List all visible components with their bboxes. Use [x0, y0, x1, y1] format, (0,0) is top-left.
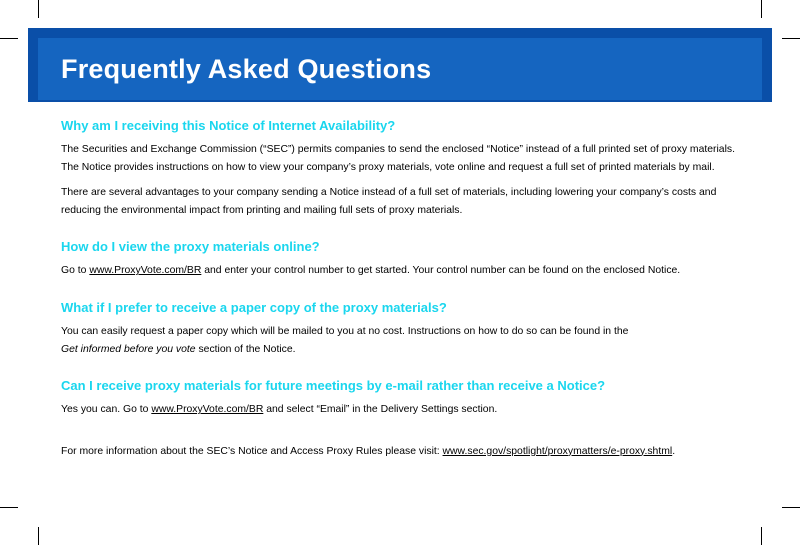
crop-mark-right-bottom	[782, 507, 800, 508]
proxyvote-link-2[interactable]: www.ProxyVote.com/BR	[151, 404, 264, 416]
faq-question-2: How do I view the proxy materials online?	[61, 239, 320, 255]
faq-question-3: What if I prefer to receive a paper copy of the proxy materials?	[61, 299, 447, 315]
sec-eproxy-link[interactable]: www.sec.gov/spotlight/proxymatters/e-proxy.shtml	[442, 445, 673, 457]
crop-mark-right-top	[782, 38, 800, 39]
crop-mark-left-top	[0, 38, 18, 39]
crop-mark-bottom-right	[761, 527, 762, 545]
faq-answer-1-paragraph-2: There are several advantages to your company sending a Notice instead of a full set of materials, including lowering your company’s costs and reducing the environmental impact from printing and mailing full sets of proxy materials.	[61, 187, 717, 216]
faq-content	[61, 118, 741, 460]
faq-question-4: Can I receive proxy materials for future meetings by e-mail rather than receive a Notice?	[61, 378, 606, 394]
faq-answer-3: You can easily request a paper copy which will be mailed to you at no cost. Instructions on how to do so can be found in the Get informed before you vote section of the Notice.	[61, 325, 629, 355]
faq-answer-2: Go to www.ProxyVote.com/BR and enter your control number to get started. Your control number can be found on the enclosed Notice.	[61, 265, 681, 277]
proxyvote-link[interactable]: www.ProxyVote.com/BR	[89, 265, 202, 277]
italic-section-name: Get informed before you vote	[61, 343, 196, 355]
crop-mark-bottom-left	[38, 527, 39, 545]
crop-mark-left-bottom	[0, 507, 18, 508]
footer-note: For more information about the SEC’s Notice and Access Proxy Rules please visit: www.sec.gov/spotlight/proxymatters/e-proxy.shtml.	[61, 445, 676, 457]
faq-question-1: Why am I receiving this Notice of Internet Availability?	[61, 118, 396, 133]
crop-mark-top-right	[761, 0, 762, 18]
page-title: Frequently Asked Questions	[61, 54, 432, 84]
faq-answer-4: Yes you can. Go to www.ProxyVote.com/BR and select “Email” in the Delivery Settings section.	[61, 404, 498, 416]
faq-answer-1-paragraph-1: The Securities and Exchange Commission (“SEC”) permits companies to send the enclosed “Notice” instead of a full printed set of proxy materials. The Notice provides instructions on how to view your company’s proxy materials, vote online and request a full set of printed materials by mail.	[61, 144, 735, 173]
crop-mark-top-left	[38, 0, 39, 18]
